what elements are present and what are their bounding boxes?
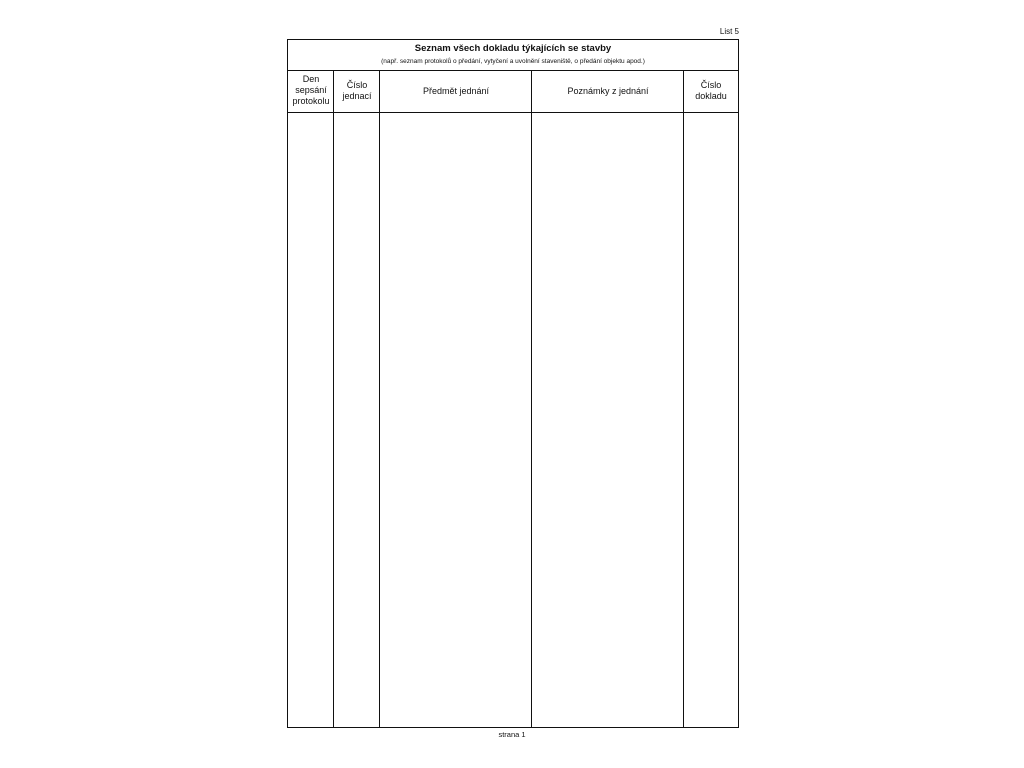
page-number-footer: strana 1	[498, 730, 526, 739]
column-header-date	[288, 71, 334, 112]
column-header-line: protokolu	[292, 96, 330, 106]
form-title-block	[288, 40, 738, 71]
column-header-line: Číslo	[346, 80, 368, 90]
column-header-reference-number	[334, 71, 380, 112]
document-form	[287, 39, 739, 728]
column-header-line: dokladu	[695, 91, 727, 101]
sheet-number-label: List 5	[719, 27, 739, 36]
column-header-line: Předmět jednání	[422, 86, 490, 96]
column-header-line: sepsání	[295, 85, 327, 95]
form-title: Seznam všech dokladu týkajících se stavby	[414, 43, 612, 54]
form-subtitle: (např. seznam protokolů o předání, vytyčení a uvolnění staveniště, o předání objektu apod.)	[381, 58, 645, 65]
column-header-subject	[380, 71, 532, 112]
column-header-line: Číslo	[700, 80, 722, 90]
column-header-line: Den	[302, 74, 320, 84]
table-header-row	[288, 71, 738, 113]
column-header-notes	[532, 71, 684, 112]
column-header-document-number	[684, 71, 738, 112]
table-body-empty	[288, 113, 738, 727]
column-header-line: jednací	[342, 91, 372, 101]
column-header-line: Poznámky z jednání	[567, 86, 649, 96]
